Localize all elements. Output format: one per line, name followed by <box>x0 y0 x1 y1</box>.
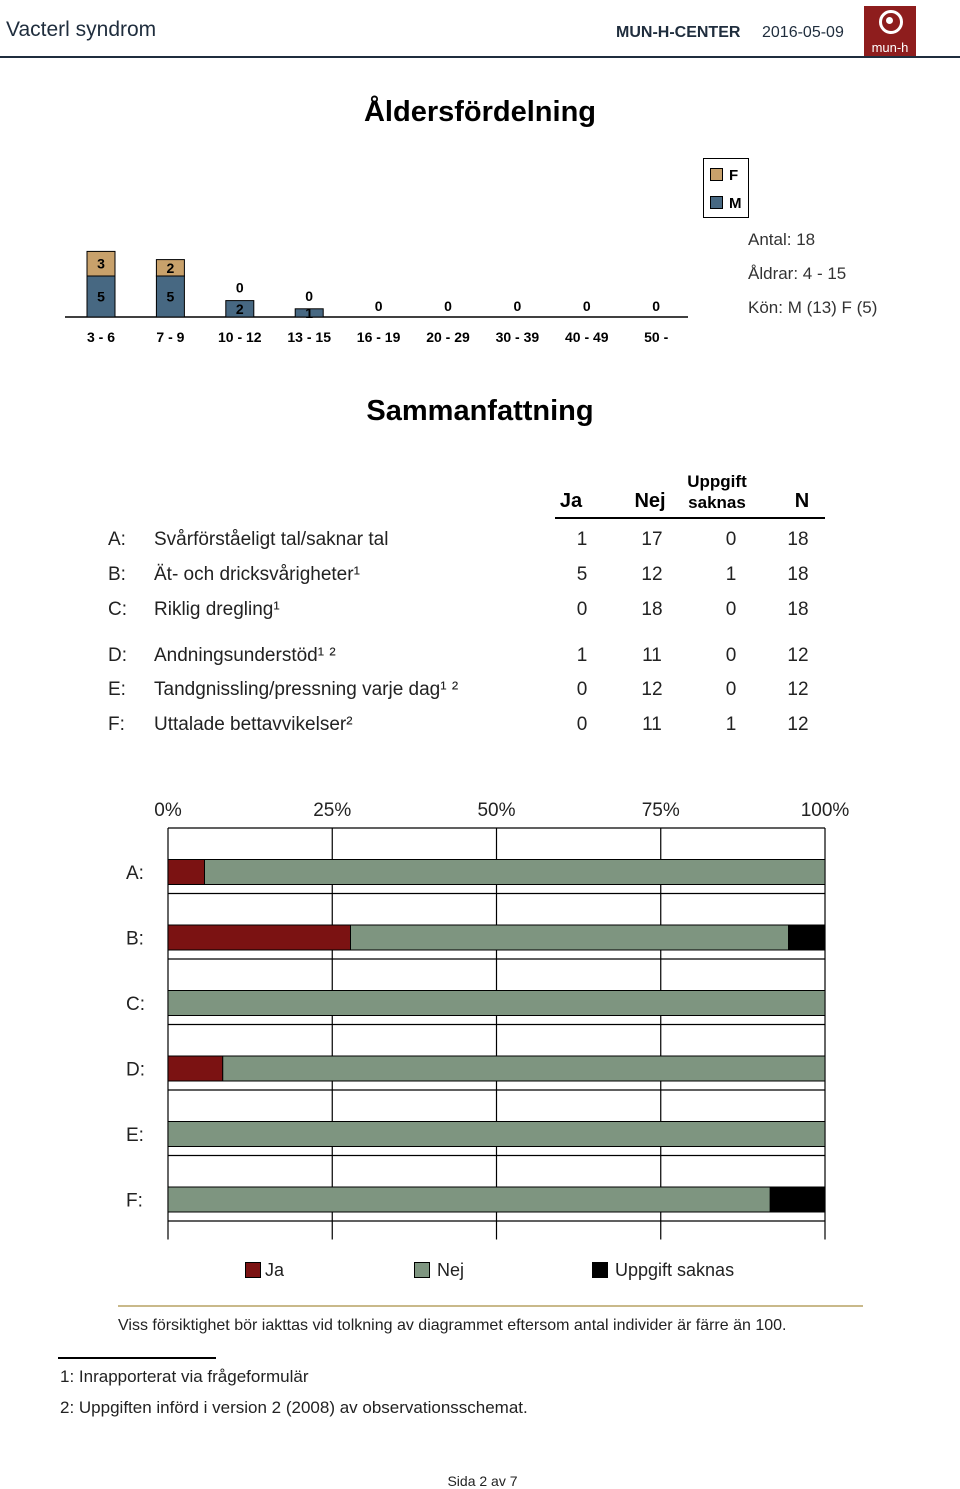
age-distribution-chart <box>60 130 690 355</box>
x-tick-label: 13 - 15 <box>287 329 331 345</box>
row-saknas: 0 <box>725 599 737 620</box>
data-label-m: 5 <box>166 288 175 305</box>
row-letter: D: <box>108 645 127 666</box>
legend-swatch-saknas <box>592 1262 608 1278</box>
row-nej: 12 <box>641 679 663 700</box>
footnote-1: 1: Inrapporterat via frågeformulär <box>60 1367 309 1386</box>
data-label-f: 3 <box>97 255 105 272</box>
summary-bar-chart <box>100 790 870 1240</box>
x-tick-label: 25% <box>313 800 352 821</box>
y-category-label: A: <box>126 863 144 884</box>
x-tick-label: 7 - 9 <box>156 329 185 345</box>
row-n: 18 <box>787 529 809 550</box>
bar-segment-ja <box>168 860 205 885</box>
legend-item-f <box>710 167 738 184</box>
row-letter: E: <box>108 679 126 700</box>
col-header-n: N <box>794 490 810 512</box>
row-letter: B: <box>108 564 126 585</box>
row-ja: 0 <box>576 714 588 735</box>
bar-segment-uppgift-saknas <box>789 925 826 950</box>
stat-gender: Kön: M (13) F (5) <box>748 298 878 317</box>
row-label: Ät- och dricksvårigheter¹ <box>154 564 360 585</box>
header-divider <box>0 56 960 58</box>
table-header-rule <box>555 517 825 519</box>
legend-label-m: M <box>729 195 742 212</box>
x-tick-label: 50 - <box>644 329 669 345</box>
row-label: Tandgnissling/pressning varje dag¹ ² <box>154 679 459 700</box>
data-label-m: 1 <box>305 304 314 321</box>
data-label-m: 0 <box>513 298 522 314</box>
row-ja: 1 <box>576 529 588 550</box>
data-label-m: 5 <box>97 288 105 305</box>
legend-label-f: F <box>729 167 739 184</box>
x-tick-label: 30 - 39 <box>495 329 540 345</box>
y-category-label: F: <box>126 1190 143 1212</box>
legend-item-m <box>710 195 742 212</box>
legend-label-saknas: Uppgift saknas <box>615 1260 735 1280</box>
y-category-label: E: <box>126 1125 144 1146</box>
footnote-divider <box>58 1357 216 1359</box>
x-tick-label: 40 - 49 <box>565 329 609 345</box>
document-title: Vacterl syndrom <box>6 18 157 41</box>
row-label: Riklig dregling¹ <box>154 599 280 620</box>
mun-h-logo <box>864 6 916 58</box>
y-category-label: C: <box>126 994 145 1015</box>
logo-dot-icon <box>886 17 893 24</box>
data-label-m: 0 <box>444 298 452 314</box>
row-letter: A: <box>108 529 126 550</box>
col-header-saknas-1: Uppgift <box>687 472 747 491</box>
row-saknas: 1 <box>725 714 737 735</box>
summary-title: Sammanfattning <box>366 395 594 427</box>
x-tick-label: 0% <box>154 800 182 821</box>
legend-swatch-nej <box>414 1262 430 1278</box>
x-tick-label: 20 - 29 <box>426 329 470 345</box>
footnote-2: 2: Uppgiften införd i version 2 (2008) av observationsschemat. <box>60 1398 528 1417</box>
row-n: 12 <box>787 645 809 666</box>
x-tick-label: 3 - 6 <box>86 329 116 345</box>
bar-segment-nej <box>168 991 825 1016</box>
row-n: 18 <box>787 599 809 620</box>
row-label: Andningsunderstöd¹ ² <box>154 645 336 666</box>
bar-segment-nej <box>168 1187 770 1212</box>
data-label-m: 0 <box>582 298 591 314</box>
data-label-f: 2 <box>166 259 175 276</box>
center-name: MUN-H-CENTER <box>616 24 741 41</box>
legend-swatch-f <box>710 168 723 181</box>
bar-segment-uppgift-saknas <box>770 1187 825 1212</box>
age-chart-title: Åldersfördelning <box>363 96 596 128</box>
data-label-m: 2 <box>235 300 244 317</box>
logo-text: mun-h <box>871 40 909 55</box>
row-n: 18 <box>787 564 809 585</box>
row-label: Uttalade bettavvikelser² <box>154 714 353 735</box>
row-letter: F: <box>108 714 125 735</box>
data-label-f: 0 <box>305 287 314 304</box>
legend-label-ja: Ja <box>265 1260 285 1280</box>
row-n: 12 <box>787 714 809 735</box>
bar-segment-nej <box>168 1122 825 1147</box>
age-legend <box>703 158 749 218</box>
bar-segment-ja <box>168 1056 223 1081</box>
row-ja: 0 <box>576 599 588 620</box>
x-tick-label: 10 - 12 <box>218 329 262 345</box>
bar-segment-nej <box>351 925 789 950</box>
x-tick-label: 50% <box>477 800 516 821</box>
row-letter: C: <box>108 599 127 620</box>
col-header-ja: Ja <box>559 490 583 512</box>
stat-ages: Åldrar: 4 - 15 <box>748 264 847 283</box>
row-ja: 0 <box>576 679 588 700</box>
data-label-m: 0 <box>652 298 661 314</box>
row-saknas: 1 <box>725 564 737 585</box>
legend-label-nej: Nej <box>437 1260 465 1280</box>
note-divider <box>118 1305 863 1307</box>
bar-segment-ja <box>168 925 351 950</box>
x-tick-label: 75% <box>641 800 680 821</box>
x-tick-label: 16 - 19 <box>356 329 401 345</box>
col-header-nej: Nej <box>634 490 666 512</box>
row-n: 12 <box>787 679 809 700</box>
col-header-saknas-2: saknas <box>688 493 746 512</box>
row-ja: 1 <box>576 645 588 666</box>
row-nej: 11 <box>642 714 662 735</box>
row-saknas: 0 <box>725 645 737 666</box>
stat-count: Antal: 18 <box>748 230 816 249</box>
row-saknas: 0 <box>725 679 737 700</box>
row-nej: 17 <box>641 529 663 550</box>
row-nej: 11 <box>642 645 662 666</box>
bar-segment-nej <box>205 860 826 885</box>
data-label-f: 0 <box>235 279 244 296</box>
data-label-m: 0 <box>374 298 383 314</box>
row-saknas: 0 <box>725 529 737 550</box>
bar-segment-nej <box>223 1056 825 1081</box>
legend-swatch-ja <box>245 1262 261 1278</box>
report-date: 2016-05-09 <box>762 24 844 41</box>
y-category-label: B: <box>126 928 144 950</box>
row-nej: 12 <box>641 564 663 585</box>
legend-swatch-m <box>710 196 723 209</box>
row-label: Svårförståeligt tal/saknar tal <box>154 529 389 550</box>
page-number: Sida 2 av 7 <box>447 1473 518 1489</box>
row-ja: 5 <box>576 564 588 585</box>
caution-note: Viss försiktighet bör iakttas vid tolkning av diagrammet eftersom antal individer är färre än 100. <box>118 1317 787 1334</box>
x-tick-label: 100% <box>800 800 850 821</box>
row-nej: 18 <box>641 599 663 620</box>
y-category-label: D: <box>126 1059 145 1081</box>
